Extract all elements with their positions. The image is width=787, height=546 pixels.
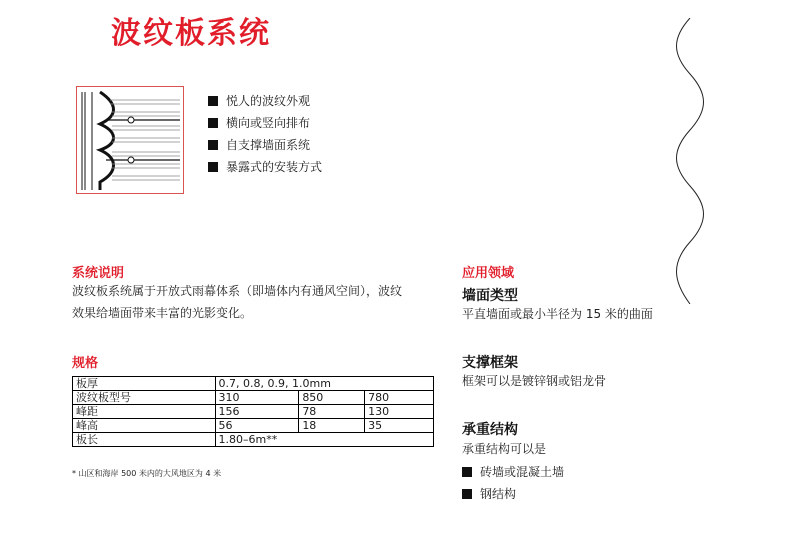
structure-heading: 承重结构 (462, 422, 518, 438)
square-bullet-icon (208, 162, 218, 172)
square-bullet-icon (208, 118, 218, 128)
spec-table (72, 376, 434, 447)
list-item: 钢结构 (462, 483, 564, 505)
list-item: 自支撑墙面系统 (208, 134, 322, 156)
structure-list (462, 461, 564, 505)
square-bullet-icon (208, 140, 218, 150)
system-description: 波纹板系统属于开放式雨幕体系（即墙体内有通风空间），波纹 效果给墙面带来丰富的光影变化。 (72, 284, 403, 320)
list-item: 砖墙或混凝土墙 (462, 461, 564, 483)
wave-profile-diagram (76, 86, 184, 194)
wall-type-text: 平直墙面或最小半径为 15 米的曲面 (462, 307, 653, 321)
square-bullet-icon (208, 96, 218, 106)
spec-footnote: * 山区和海岸 500 米内的大风地区为 4 米 (72, 469, 222, 478)
square-bullet-icon (462, 467, 472, 477)
feature-list (208, 90, 322, 178)
square-bullet-icon (462, 489, 472, 499)
list-item: 暴露式的安装方式 (208, 156, 322, 178)
frame-text: 框架可以是镀锌钢或铝龙骨 (462, 374, 607, 388)
table-row: 峰高 56 18 35 (73, 419, 434, 433)
application-heading: 应用领域 (462, 266, 515, 281)
list-item: 悦人的波纹外观 (208, 90, 322, 112)
table-row: 板厚 0.7, 0.8, 0.9, 1.0mm (73, 377, 434, 391)
frame-heading: 支撑框架 (462, 355, 518, 371)
decorative-wave-line (668, 18, 708, 304)
system-heading: 系统说明 (72, 266, 125, 281)
spec-heading: 规格 (72, 356, 99, 371)
list-item: 横向或竖向排布 (208, 112, 322, 134)
structure-intro: 承重结构可以是 (462, 442, 547, 456)
table-row: 板长 1.80–6m** (73, 433, 434, 447)
table-row: 峰距 156 78 130 (73, 405, 434, 419)
table-row: 波纹板型号 310 850 780 (73, 391, 434, 405)
wall-type-heading: 墙面类型 (462, 288, 518, 304)
page-title: 波纹板系统 (111, 16, 271, 51)
